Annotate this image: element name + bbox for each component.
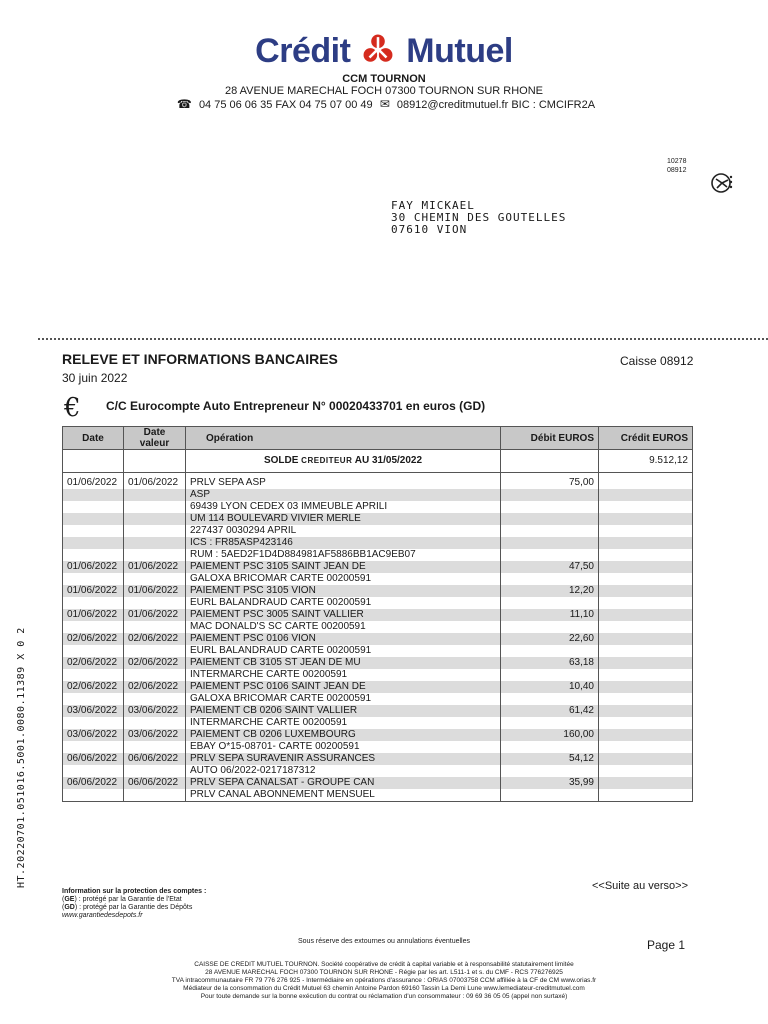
row-operation: PAIEMENT CB 0206 LUXEMBOURG (186, 729, 501, 741)
table-row (63, 477, 693, 489)
row-date (63, 621, 124, 633)
row-date-valeur: 06/06/2022 (124, 777, 186, 789)
row-operation: PAIEMENT CB 0206 SAINT VALLIER (186, 705, 501, 717)
row-debit: 54,12 (501, 753, 599, 765)
row-date (63, 525, 124, 537)
table-row (63, 501, 693, 513)
row-credit (599, 525, 693, 537)
row-credit (599, 729, 693, 741)
row-debit: 22,60 (501, 633, 599, 645)
row-credit (599, 585, 693, 597)
row-credit (599, 489, 693, 501)
row-date: 06/06/2022 (63, 777, 124, 789)
bank-email-bic: 08912@creditmutuel.fr BIC : CMCIFR2A (396, 99, 596, 111)
opening-balance-row (63, 450, 693, 473)
row-date (63, 765, 124, 777)
row-date (63, 645, 124, 657)
table-row (63, 645, 693, 657)
side-code-text: HT.20220701.051016.5001.0080.11389 X 0 2 (16, 627, 27, 888)
table-row (63, 549, 693, 561)
row-date-valeur (124, 573, 186, 585)
table-row (63, 753, 693, 765)
row-operation: PAIEMENT PSC 3105 VION (186, 585, 501, 597)
row-credit (599, 693, 693, 705)
row-date-valeur: 02/06/2022 (124, 681, 186, 693)
row-date: 01/06/2022 (63, 477, 124, 489)
bank-contact (0, 97, 768, 111)
row-date-valeur (124, 765, 186, 777)
table-row (63, 609, 693, 621)
row-debit (501, 573, 599, 585)
envelope-icon: ✉ (379, 97, 390, 111)
table-row (63, 537, 693, 549)
row-operation: PAIEMENT PSC 0106 VION (186, 633, 501, 645)
bank-address: 28 AVENUE MARECHAL FOCH 07300 TOURNON SUR RHONE (224, 85, 544, 97)
opening-balance-value: 9.512,12 (599, 450, 693, 473)
row-operation: INTERMARCHE CARTE 00200591 (186, 669, 501, 681)
footer-line: Médiateur de la consommation du Crédit Mutuel 63 chemin Antoine Pardon 69160 Tassin La Demi Lune www.lemediateur-creditmutuel.com (183, 985, 585, 992)
row-operation: PRLV SEPA SURAVENIR ASSURANCES (186, 753, 501, 765)
reserve-note: Sous réserve des extournes ou annulations éventuelles (298, 938, 470, 945)
row-operation: 227437 0030294 APRIL (186, 525, 501, 537)
recipient-address (391, 200, 566, 236)
row-credit (599, 669, 693, 681)
row-debit (501, 537, 599, 549)
protection-gd: (GD) : protégé par la Garantie des Dépôts (62, 904, 193, 911)
footer-line: CAISSE DE CREDIT MUTUEL TOURNON. Société coopérative de crédit à capital variable et à responsabilité statutairement limitée (194, 961, 574, 968)
recipient-name: FAY MICKAEL (391, 199, 475, 212)
bank-phone: 04 75 06 06 35 FAX 04 75 07 00 49 (198, 99, 373, 111)
row-date-valeur: 01/06/2022 (124, 477, 186, 489)
row-credit (599, 777, 693, 789)
continued-overleaf: <<Suite au verso>> (592, 880, 689, 892)
footer-line: Pour toute demande sur la bonne exécution du contrat ou réclamation d'un consommateur : 09 69 36 05 05 (appel non surtaxé) (200, 993, 568, 1000)
row-date-valeur (124, 645, 186, 657)
row-credit (599, 633, 693, 645)
credit-mutuel-logo-icon (361, 32, 395, 66)
table-row (63, 621, 693, 633)
row-operation: PRLV SEPA CANALSAT - GROUPE CAN (186, 777, 501, 789)
protection-heading: Information sur la protection des comptes : (62, 888, 207, 895)
row-credit (599, 705, 693, 717)
row-operation: GALOXA BRICOMAR CARTE 00200591 (186, 693, 501, 705)
row-credit (599, 753, 693, 765)
row-date: 02/06/2022 (63, 681, 124, 693)
protection-url: www.garantiedesdepots.fr (62, 912, 143, 919)
row-debit (501, 645, 599, 657)
recipient-street: 30 CHEMIN DES GOUTELLES (391, 211, 567, 224)
row-operation: PAIEMENT PSC 3105 SAINT JEAN DE (186, 561, 501, 573)
row-debit: 63,18 (501, 657, 599, 669)
braille-logo-icon (710, 172, 734, 194)
row-date (63, 501, 124, 513)
row-date-valeur (124, 501, 186, 513)
row-operation: 69439 LYON CEDEX 03 IMMEUBLE APRILI (186, 501, 501, 513)
row-date-valeur (124, 525, 186, 537)
row-date: 01/06/2022 (63, 585, 124, 597)
row-operation: PRLV SEPA ASP (186, 477, 501, 489)
row-credit (599, 741, 693, 753)
row-debit: 160,00 (501, 729, 599, 741)
row-credit (599, 561, 693, 573)
row-date: 02/06/2022 (63, 657, 124, 669)
row-debit (501, 501, 599, 513)
table-row (63, 513, 693, 525)
table-row (63, 633, 693, 645)
table-row (63, 681, 693, 693)
row-operation: ASP (186, 489, 501, 501)
row-debit (501, 717, 599, 729)
account-protection-info (62, 888, 206, 920)
row-date: 01/06/2022 (63, 561, 124, 573)
row-date (63, 669, 124, 681)
row-operation: RUM : 5AED2F1D4D884981AF5886BB1AC9EB07 (186, 549, 501, 561)
table-row (63, 561, 693, 573)
row-debit: 11,10 (501, 609, 599, 621)
table-row (63, 693, 693, 705)
row-credit (599, 501, 693, 513)
row-operation: GALOXA BRICOMAR CARTE 00200591 (186, 573, 501, 585)
table-row (63, 585, 693, 597)
row-credit (599, 597, 693, 609)
row-date-valeur: 03/06/2022 (124, 729, 186, 741)
row-debit (501, 597, 599, 609)
row-debit (501, 525, 599, 537)
row-credit (599, 621, 693, 633)
table-row (63, 765, 693, 777)
header-credit: Crédit EUROS (599, 427, 693, 450)
protection-ge: (GE) : protégé par la Garantie de l'Etat (62, 896, 182, 903)
recipient-city: 07610 VION (391, 223, 468, 236)
row-date-valeur: 02/06/2022 (124, 657, 186, 669)
row-credit (599, 789, 693, 802)
row-debit: 61,42 (501, 705, 599, 717)
row-date: 06/06/2022 (63, 753, 124, 765)
statement-date: 30 juin 2022 (62, 371, 128, 385)
opening-balance-label: SOLDE CREDITEUR AU 31/05/2022 (186, 450, 501, 473)
row-operation: ICS : FR85ASP423146 (186, 537, 501, 549)
row-credit (599, 717, 693, 729)
table-row (63, 789, 693, 802)
table-row (63, 489, 693, 501)
row-debit: 10,40 (501, 681, 599, 693)
fold-divider (38, 338, 768, 340)
row-date-valeur (124, 717, 186, 729)
row-credit (599, 573, 693, 585)
row-debit (501, 765, 599, 777)
bank-branch-name: CCM TOURNON (342, 73, 426, 85)
row-debit: 47,50 (501, 561, 599, 573)
row-operation: EBAY O*15-08701- CARTE 00200591 (186, 741, 501, 753)
table-row (63, 717, 693, 729)
row-date-valeur (124, 549, 186, 561)
row-date-valeur: 01/06/2022 (124, 561, 186, 573)
row-debit (501, 513, 599, 525)
row-debit (501, 741, 599, 753)
table-row (63, 525, 693, 537)
row-operation: PAIEMENT PSC 0106 SAINT JEAN DE (186, 681, 501, 693)
row-credit (599, 609, 693, 621)
row-date: 01/06/2022 (63, 609, 124, 621)
row-operation: AUTO 06/2022-0217187312 (186, 765, 501, 777)
phone-icon: ☎ (176, 97, 192, 111)
row-debit: 35,99 (501, 777, 599, 789)
row-date-valeur (124, 537, 186, 549)
table-row (63, 657, 693, 669)
logo-text-right: Mutuel (406, 32, 513, 70)
row-operation: PRLV CANAL ABONNEMENT MENSUEL (186, 789, 501, 802)
row-credit (599, 657, 693, 669)
row-operation: UM 114 BOULEVARD VIVIER MERLE (186, 513, 501, 525)
transactions-table (62, 426, 693, 802)
row-operation: MAC DONALD'S SC CARTE 00200591 (186, 621, 501, 633)
row-debit (501, 693, 599, 705)
row-date-valeur (124, 513, 186, 525)
row-date-valeur: 06/06/2022 (124, 753, 186, 765)
table-row (63, 597, 693, 609)
row-credit (599, 537, 693, 549)
row-debit (501, 621, 599, 633)
bank-logo (0, 32, 768, 71)
row-debit (501, 669, 599, 681)
row-date (63, 717, 124, 729)
table-row (63, 573, 693, 585)
row-date-valeur (124, 741, 186, 753)
legal-footer (0, 961, 768, 1001)
reference-line-1: 10278 (667, 158, 687, 165)
row-operation: PAIEMENT CB 3105 ST JEAN DE MU (186, 657, 501, 669)
row-debit (501, 489, 599, 501)
header-date-valeur: Date valeur (124, 427, 186, 450)
row-date (63, 537, 124, 549)
logo-text-left: Crédit (255, 32, 351, 70)
account-title: C/C Eurocompte Auto Entrepreneur N° 00020433701 en euros (GD) (106, 399, 486, 413)
row-date-valeur: 01/06/2022 (124, 585, 186, 597)
header-debit: Débit EUROS (501, 427, 599, 450)
row-debit (501, 789, 599, 802)
statement-title: RELEVE ET INFORMATIONS BANCAIRES (62, 351, 338, 367)
table-row (63, 741, 693, 753)
row-operation: EURL BALANDRAUD CARTE 00200591 (186, 645, 501, 657)
row-date-valeur (124, 789, 186, 802)
row-date (63, 513, 124, 525)
row-credit (599, 645, 693, 657)
table-row (63, 705, 693, 717)
row-date-valeur: 02/06/2022 (124, 633, 186, 645)
row-date: 02/06/2022 (63, 633, 124, 645)
row-debit (501, 549, 599, 561)
caisse-number: Caisse 08912 (620, 354, 694, 368)
row-credit (599, 681, 693, 693)
row-date (63, 741, 124, 753)
row-credit (599, 765, 693, 777)
row-date (63, 573, 124, 585)
table-header-row (63, 427, 693, 450)
row-operation: PAIEMENT PSC 3005 SAINT VALLIER (186, 609, 501, 621)
reference-line-2: 08912 (667, 167, 687, 174)
table-row (63, 729, 693, 741)
row-date: 03/06/2022 (63, 729, 124, 741)
row-date (63, 597, 124, 609)
row-date (63, 693, 124, 705)
row-date-valeur (124, 597, 186, 609)
euro-icon: € (64, 393, 81, 423)
row-date (63, 489, 124, 501)
row-date-valeur: 01/06/2022 (124, 609, 186, 621)
row-date-valeur (124, 489, 186, 501)
row-debit: 12,20 (501, 585, 599, 597)
table-row (63, 777, 693, 789)
row-date-valeur: 03/06/2022 (124, 705, 186, 717)
footer-line: 28 AVENUE MARECHAL FOCH 07300 TOURNON SUR RHONE - Régie par les art. L511-1 et s. du CMF - RCS 776276925 (205, 969, 563, 976)
page-number: Page 1 (647, 938, 686, 952)
row-date-valeur (124, 693, 186, 705)
row-date: 03/06/2022 (63, 705, 124, 717)
row-date-valeur (124, 669, 186, 681)
row-operation: INTERMARCHE CARTE 00200591 (186, 717, 501, 729)
row-credit (599, 549, 693, 561)
row-credit (599, 477, 693, 489)
header-date: Date (63, 427, 124, 450)
row-date-valeur (124, 621, 186, 633)
row-credit (599, 513, 693, 525)
table-row (63, 669, 693, 681)
row-debit: 75,00 (501, 477, 599, 489)
header-operation: Opération (186, 427, 501, 450)
footer-line: TVA intracommunautaire FR 79 776 276 925 - Intermédiaire en opérations d'assurance : ORIAS 07003758 CCM affiliée à la CF de CM www.orias.fr (171, 977, 597, 984)
row-date (63, 549, 124, 561)
row-operation: EURL BALANDRAUD CARTE 00200591 (186, 597, 501, 609)
row-date (63, 789, 124, 802)
